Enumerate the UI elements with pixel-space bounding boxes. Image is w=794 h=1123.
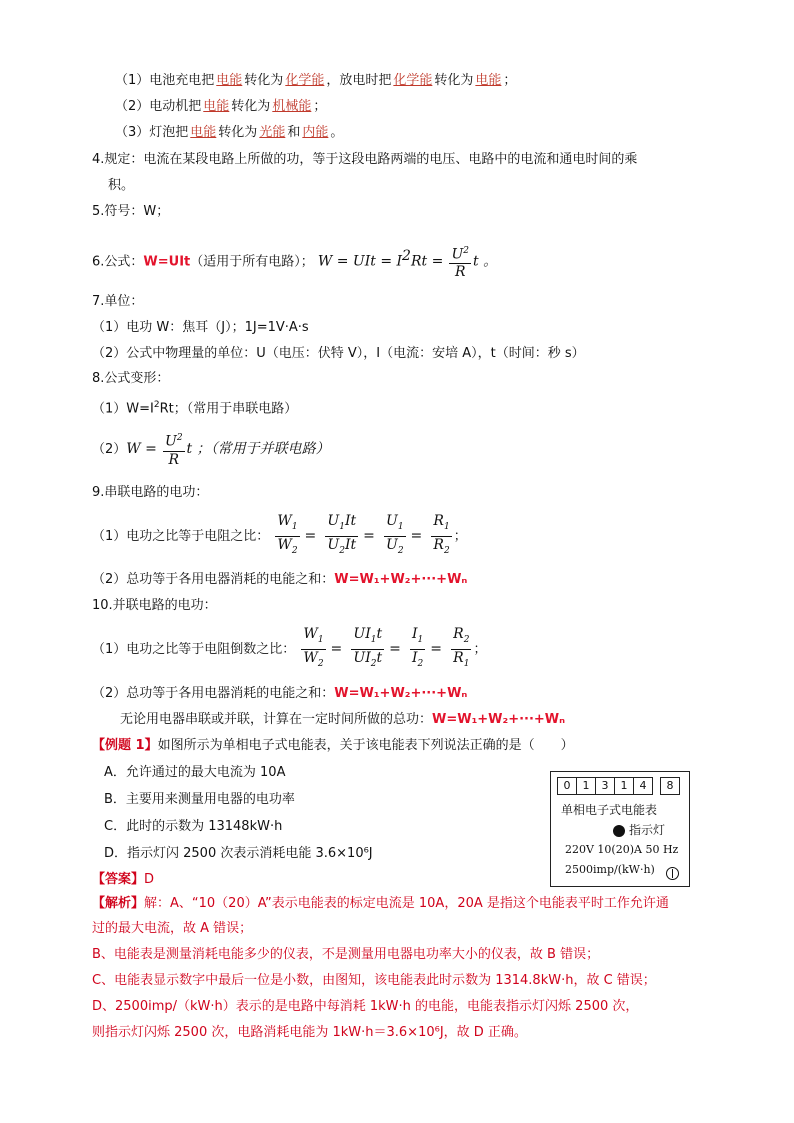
- meter-digit: 0: [557, 777, 577, 795]
- fraction: $\frac{U^2}{R}$: [449, 243, 471, 282]
- transform-line-2: （2）W = $\frac{U^2}{R}$ t ；（常用于并联电路）: [92, 430, 330, 469]
- analysis-line-1: 【解析】解：A、“10（20）A”表示电能表的标定电流是 10A，20A 是指这个电能表平时工作允许通: [92, 896, 669, 911]
- meter-spec: 220V 10(20)A 50 Hz: [565, 843, 679, 856]
- answer-line: 【答案】D: [92, 872, 155, 887]
- fill-blank: 电能: [216, 73, 243, 88]
- fill-blank: 化学能: [393, 73, 433, 88]
- indicator-light: 指示灯: [613, 821, 665, 838]
- fill-blank: 机械能: [272, 99, 312, 114]
- intro-line-3: （3）灯泡把 电能 转化为 光能 和 内能 。: [115, 125, 344, 140]
- unit-line-2: （2）公式中物理量的单位：U（电压：伏特 V），I（电流：安培 A），t（时间：秒 s）: [92, 346, 585, 361]
- fill-blank: 光能: [259, 125, 286, 140]
- intro-line-2: （2）电动机把 电能 转化为 机械能 ；: [115, 99, 327, 114]
- parallel-line-1: （1）电功之比等于电阻倒数之比： $\frac{W_1}{W_2}$ = $\frac{UI_1t}{UI_2t}$ = $\frac{I_1}{I_2}$ = $\frac{R_2}{R_1}$ ；: [92, 626, 487, 669]
- series-line-2: （2）总功等于各用电器消耗的电能之和：W=W₁+W₂+···+Wₙ: [92, 572, 468, 587]
- symbol-line: 5.符号：W；: [92, 204, 170, 219]
- meter-digit: 3: [595, 777, 615, 795]
- energy-meter-figure: [550, 771, 690, 887]
- analysis-line-4: C、电能表显示数字中最后一位是小数，由图知，该电能表此时示数为 1314.8kW·h，故 C 错误；: [92, 973, 656, 988]
- analysis-line-6: 则指示灯闪烁 2500 次，电路消耗电能为 1kW·h＝3.6×10⁶J，故 D 正确。: [92, 1025, 527, 1040]
- unit-line-1: （1）电功 W：焦耳（J）；1J=1V·A·s: [92, 320, 309, 335]
- analysis-line-2: 过的最大电流，故 A 错误；: [92, 921, 253, 936]
- option-a: A．允许通过的最大电流为 10A: [104, 765, 286, 780]
- meter-digit: 4: [633, 777, 653, 795]
- meter-digit: 1: [614, 777, 634, 795]
- fill-blank: 电能: [475, 73, 502, 88]
- parallel-line-2: （2）总功等于各用电器消耗的电能之和：W=W₁+W₂+···+Wₙ: [92, 686, 468, 701]
- rule-line-1: 4.规定：电流在某段电路上所做的功，等于这段电路两端的电压、电路中的电流和通电时间的乘: [92, 152, 638, 167]
- meter-knob-icon: [666, 867, 679, 880]
- indicator-dot-icon: [613, 825, 625, 837]
- option-d: D．指示灯闪 2500 次表示消耗电能 3.6×10⁶J: [104, 846, 373, 861]
- formula-line: 6.公式：W=UIt（适用于所有电路）； W = UIt = $I^2Rt$ = $\frac{U^2}{R}$ t 。: [92, 237, 497, 281]
- fill-blank: 化学能: [285, 73, 325, 88]
- unit-title: 7.单位：: [92, 294, 144, 309]
- analysis-line-5: D、2500imp/（kW·h）表示的是电路中每消耗 1kW·h 的电能，电能表指示灯闪烁 2500 次，: [92, 999, 639, 1014]
- meter-digit: 1: [576, 777, 596, 795]
- transform-title: 8.公式变形：: [92, 371, 170, 386]
- formula-red: W=UIt: [143, 254, 191, 270]
- fill-blank: 电能: [203, 99, 230, 114]
- intro-line-1: （1）电池充电把 电能 转化为 化学能 ，放电时把 化学能 转化为 电能 ；: [115, 73, 517, 88]
- meter-imp: 2500imp/(kW·h): [565, 863, 655, 876]
- meter-decimal-digit: 8: [660, 777, 680, 795]
- analysis-line-3: B、电能表是测量消耗电能多少的仪表，不是测量用电器电功率大小的仪表，故 B 错误；: [92, 947, 600, 962]
- option-b: B．主要用来测量用电器的电功率: [104, 792, 295, 807]
- fill-blank: 内能: [302, 125, 329, 140]
- fraction: $\frac{U^2}{R}$: [163, 430, 185, 469]
- parallel-title: 10.并联电路的电功：: [92, 598, 217, 613]
- series-line-1: （1）电功之比等于电阻之比： $\frac{W_1}{W_2}$ = $\frac{U_1It}{U_2It}$ = $\frac{U_1}{U_2}$ = $\frac{R_1}{R_2}$ ；: [92, 513, 467, 556]
- fill-blank: 电能: [190, 125, 217, 140]
- example-question: 【例题 1】如图所示为单相电子式电能表，关于该电能表下列说法正确的是（ ）: [92, 738, 574, 753]
- example-tag: 【例题 1】: [92, 738, 158, 753]
- series-title: 9.串联电路的电功：: [92, 485, 209, 500]
- meter-digits: [557, 777, 679, 795]
- transform-line-1: $(1)W=I^2Rt$；（常用于串联电路）: [92, 400, 298, 417]
- meter-name: 单相电子式电能表: [561, 803, 658, 817]
- total-work-line: 无论用电器串联或并联，计算在一定时间所做的总功：W=W₁+W₂+···+Wₙ: [120, 712, 566, 727]
- rule-line-2: 积。: [108, 178, 135, 193]
- option-c: C．此时的示数为 13148kW·h: [104, 819, 283, 834]
